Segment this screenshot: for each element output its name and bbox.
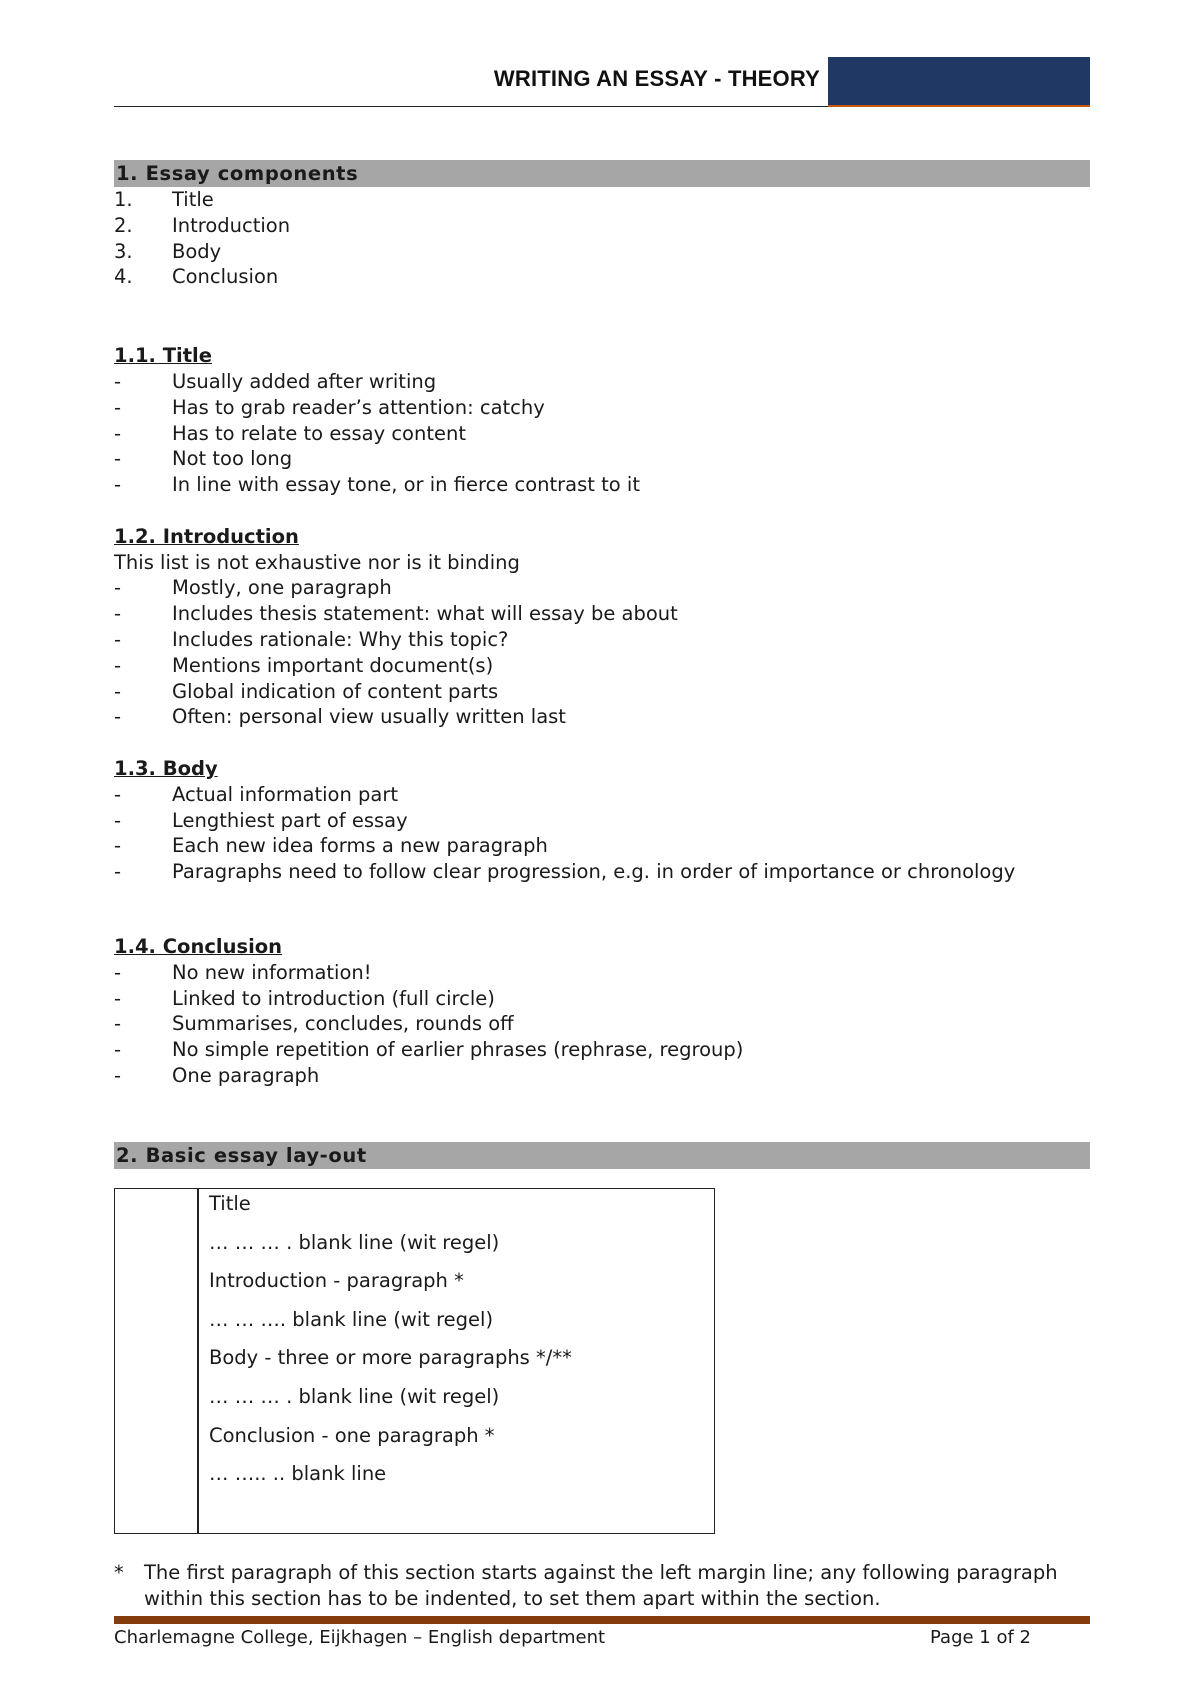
list-text: No simple repetition of earlier phrases (rephrase, regroup)	[172, 1038, 744, 1062]
list-text: Includes rationale: Why this topic?	[172, 627, 509, 651]
list-marker: -	[114, 782, 122, 806]
introduction-list	[114, 575, 1090, 730]
conclusion-list	[114, 960, 1090, 1089]
list-text: Body	[172, 239, 222, 263]
list-item	[114, 627, 1090, 653]
list-marker: -	[114, 1063, 122, 1087]
list-text: Conclusion	[172, 265, 279, 289]
subheading-body: 1.3. Body	[114, 756, 218, 780]
list-item	[114, 601, 1090, 627]
list-text: Paragraphs need to follow clear progression, e.g. in order of importance or chronology	[172, 860, 1016, 884]
list-item	[114, 808, 1090, 834]
header-rule	[114, 106, 828, 107]
layout-table-rows	[209, 1191, 572, 1500]
list-marker: -	[114, 705, 122, 729]
list-marker: -	[114, 1012, 122, 1036]
list-item	[114, 1011, 1090, 1037]
list-item	[114, 575, 1090, 601]
list-item	[114, 679, 1090, 705]
footer-school: Charlemagne College, Eijkhagen – English department	[114, 1627, 606, 1648]
list-item	[114, 782, 1090, 808]
list-text: Mostly, one paragraph	[172, 576, 392, 600]
layout-row: Title	[209, 1192, 251, 1215]
list-marker: -	[114, 421, 122, 445]
list-item	[114, 960, 1090, 986]
components-list	[114, 187, 1090, 290]
title-list	[114, 369, 1090, 498]
footnote-text: The first paragraph of this section starts against the left margin line; any following paragraph within this section has to be indented, to set them apart within the section.	[144, 1561, 1058, 1610]
intro-note: This list is not exhaustive nor is it binding	[114, 550, 520, 574]
list-text: Not too long	[172, 447, 293, 471]
list-item	[114, 239, 1090, 265]
body-list	[114, 782, 1090, 885]
list-text: Linked to introduction (full circle)	[172, 986, 495, 1010]
subheading-conclusion: 1.4. Conclusion	[114, 934, 283, 958]
list-marker: -	[114, 986, 122, 1010]
list-marker: -	[114, 653, 122, 677]
footer-bar	[114, 1616, 1090, 1624]
list-text: Has to grab reader’s attention: catchy	[172, 395, 545, 419]
list-item	[114, 446, 1090, 472]
document-body	[114, 160, 1090, 1169]
list-marker: -	[114, 860, 122, 884]
list-marker: 2.	[114, 213, 133, 237]
list-item	[114, 704, 1090, 730]
list-marker: 4.	[114, 265, 133, 289]
list-marker: -	[114, 447, 122, 471]
layout-row: … ….. .. blank line	[209, 1462, 387, 1486]
layout-row: Conclusion - one paragraph *	[209, 1423, 495, 1447]
page-header-title: WRITING AN ESSAY - THEORY	[493, 66, 820, 91]
list-text: In line with essay tone, or in fierce contrast to it	[172, 473, 640, 497]
list-item	[114, 653, 1090, 679]
list-text: Actual information part	[172, 782, 399, 806]
list-text: Often: personal view usually written last	[172, 705, 566, 729]
layout-row: … … … . blank line (wit regel)	[209, 1230, 500, 1254]
list-marker: 3.	[114, 239, 133, 263]
list-marker: -	[114, 627, 122, 651]
list-item	[114, 1063, 1090, 1089]
list-item	[114, 833, 1090, 859]
list-marker: -	[114, 1038, 122, 1062]
layout-table-divider	[197, 1189, 199, 1533]
footer-page-number: Page 1 of 2	[930, 1627, 1031, 1648]
layout-row: Body - three or more paragraphs */**	[209, 1346, 572, 1370]
list-marker: -	[114, 602, 122, 626]
list-text: Global indication of content parts	[172, 679, 499, 703]
list-marker: -	[114, 834, 122, 858]
layout-row: … … … . blank line (wit regel)	[209, 1384, 500, 1408]
layout-row: Introduction - paragraph *	[209, 1269, 464, 1293]
section-heading-components: 1. Essay components	[114, 160, 1090, 187]
header-accent-line	[828, 105, 1090, 107]
list-item	[114, 859, 1090, 885]
list-marker: -	[114, 369, 122, 393]
list-text: Includes thesis statement: what will essay be about	[172, 602, 678, 626]
list-marker: -	[114, 808, 122, 832]
list-text: Summarises, concludes, rounds off	[172, 1012, 514, 1036]
list-text: Lengthiest part of essay	[172, 808, 408, 832]
list-marker: -	[114, 679, 122, 703]
subheading-introduction: 1.2. Introduction	[114, 524, 299, 548]
list-text: Has to relate to essay content	[172, 421, 466, 445]
list-item	[114, 369, 1090, 395]
section-heading-layout: 2. Basic essay lay-out	[114, 1142, 1090, 1169]
layout-row: … … …. blank line (wit regel)	[209, 1307, 494, 1331]
footnote-marker: *	[114, 1561, 124, 1584]
list-marker: -	[114, 395, 122, 419]
layout-table	[114, 1188, 715, 1534]
list-item	[114, 187, 1090, 213]
list-marker: -	[114, 576, 122, 600]
list-item	[114, 213, 1090, 239]
header-color-block	[828, 57, 1090, 107]
list-text: Mentions important document(s)	[172, 653, 494, 677]
list-text: Each new idea forms a new paragraph	[172, 834, 548, 858]
list-item	[114, 1037, 1090, 1063]
list-item	[114, 472, 1090, 498]
list-item	[114, 395, 1090, 421]
list-text: Usually added after writing	[172, 369, 437, 393]
subheading-title: 1.1. Title	[114, 344, 212, 368]
list-text: No new information!	[172, 960, 372, 984]
list-marker: -	[114, 960, 122, 984]
list-marker: -	[114, 473, 122, 497]
list-text: Title	[172, 188, 214, 211]
list-item	[114, 264, 1090, 290]
list-text: Introduction	[172, 213, 291, 237]
list-item	[114, 421, 1090, 447]
list-text: One paragraph	[172, 1063, 320, 1087]
list-item	[114, 986, 1090, 1012]
list-marker: 1.	[114, 188, 133, 211]
